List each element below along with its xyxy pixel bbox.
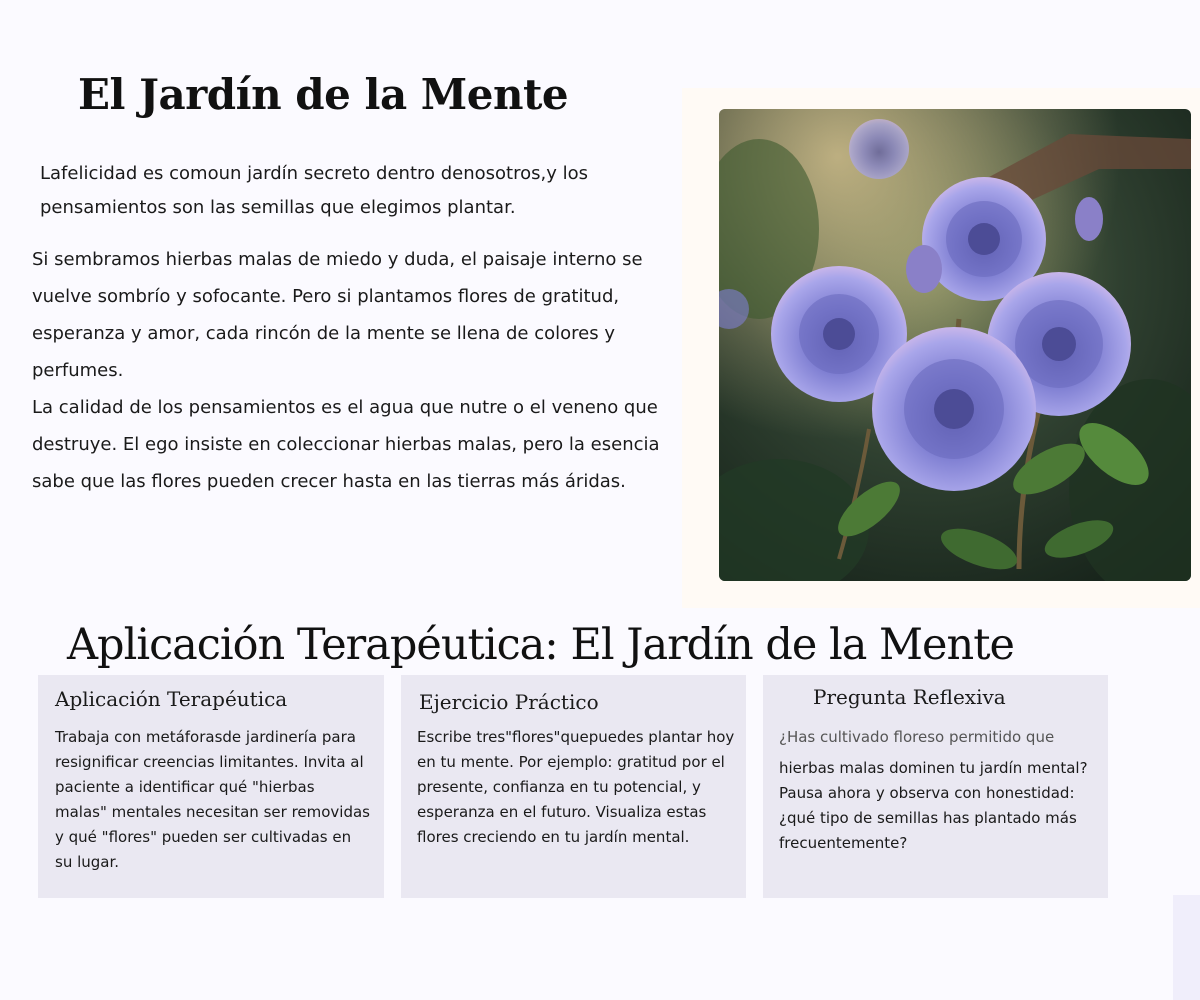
card-title: Pregunta Reflexiva	[813, 685, 1006, 709]
body-paragraph-2: La calidad de los pensamientos es el agua que nutre o el veneno que destruye. El ego insiste en coleccionar hierbas malas, pero la esencia sabe que las flores pueden crecer hasta en las tierras más áridas.	[32, 397, 660, 492]
card-title: Aplicación Terapéutica	[55, 687, 288, 711]
section-title: Aplicación Terapéutica: El Jardín de la Mente	[67, 620, 1014, 670]
card-text: Trabaja con metáforasde jardinería para resignificar creencias limitantes. Invita al paciente a identificar qué "hierbas malas" mentales necesitan ser removidas y qué "flores" pueden ser cultivadas en su lugar.	[55, 728, 370, 871]
intro-text: Lafelicidad es comoun jardín secreto dentro denosotros,y los pensamientos son las semillas que elegimos plantar.	[40, 163, 588, 218]
body-text	[32, 241, 692, 500]
blue-roses-photo	[719, 109, 1191, 581]
corner-decoration	[1173, 895, 1200, 1000]
card-reflective-question	[763, 675, 1108, 898]
card-lead-text: ¿Has cultivado floreso permitido que	[779, 728, 1055, 746]
card-therapeutic-application	[38, 675, 384, 898]
card-text: hierbas malas dominen tu jardín mental? Pausa ahora y observa con honestidad: ¿qué tipo de semillas has plantado más frecuentemente?	[779, 759, 1088, 852]
page-title: El Jardín de la Mente	[78, 70, 569, 119]
card-title: Ejercicio Práctico	[419, 690, 599, 714]
card-text: Escribe tres"flores"quepuedes plantar hoy en tu mente. Por ejemplo: gratitud por el presente, confianza en tu potencial, y esperanza en el futuro. Visualiza estas flores creciendo en tu jardín mental.	[417, 728, 735, 846]
body-paragraph-1: Si sembramos hierbas malas de miedo y duda, el paisaje interno se vuelve sombrío y sofocante. Pero si plantamos flores de gratitud, esperanza y amor, cada rincón de la mente se llena de colores y perfumes.	[32, 249, 643, 381]
card-practical-exercise	[401, 675, 746, 898]
